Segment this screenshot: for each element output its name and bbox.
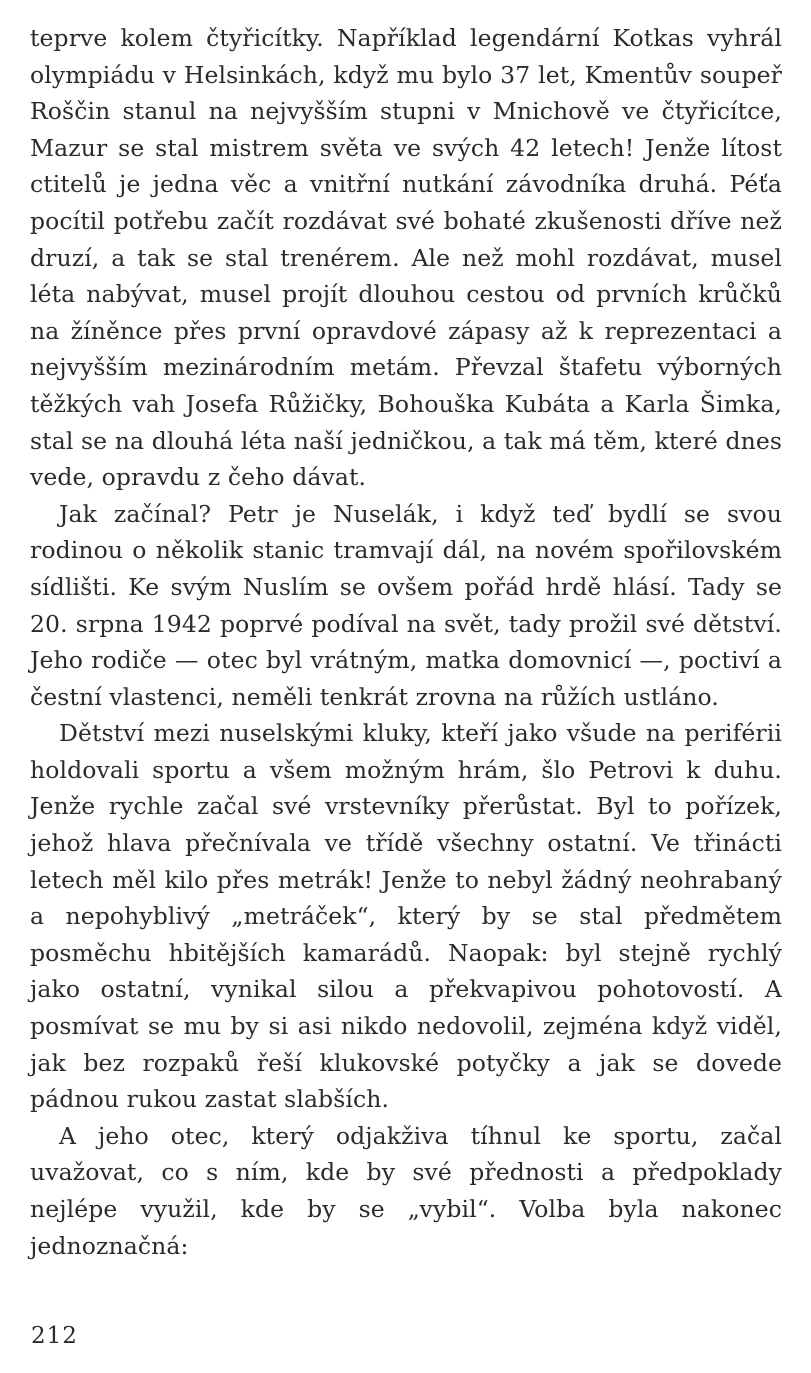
paragraph-2: Jak začínal? Petr je Nuselák, i když teď bydlí se svou rodinou o několik stanic tramvají dál, na novém spořilovském sídlišti. Ke svým Nuslím se ovšem pořád hrdě hlásí. Tady se 20. srpna 1942 poprvé podíval na svět, tady prožil své dětství. Jeho rodiče — otec byl vrátným, matka domovnicí —, poctiví a čestní vlastenci, neměli tenkrát zrovna na růžích ustláno. xyxy=(30,499,782,711)
page-number: 212 xyxy=(31,1323,78,1349)
body-text xyxy=(30,20,782,1264)
paragraph-4: A jeho otec, který odjakživa tíhnul ke sportu, začal uvažovat, co s ním, kde by své přednosti a předpoklady nejlépe využil, kde by se „vybil“. Volba byla nakonec jednoznačná: xyxy=(30,1121,782,1260)
paragraph-3: Dětství mezi nuselskými kluky, kteří jako všude na periférii holdovali sportu a všem možným hrám, šlo Petrovi k duhu. Jenže rychle začal své vrstevníky přerůstat. Byl to pořízek, jehož hlava přečnívala ve třídě všechny ostatní. Ve třinácti letech měl kilo přes metrák! Jenže to nebyl žádný neohrabaný a nepohyblivý „metráček“, který by se stal předmětem posměchu hbitějších kamarádů. Naopak: byl stejně rychlý jako ostatní, vynikal silou a překvapivou pohotovostí. A posmívat se mu by si asi nikdo nedovolil, zejména když viděl, jak bez rozpaků řeší klukovské potyčky a jak se dovede pádnou rukou zastat slabších. xyxy=(30,719,782,1114)
paragraph-1: teprve kolem čtyřicítky. Například legendární Kotkas vyhrál olympiádu v Helsinkách, když mu bylo 37 let, Kmentův soupeř Roščin stanul na nejvyšším stupni v Mnichově ve čtyřicítce, Mazur se stal mistrem světa ve svých 42 letech! Jenže lítost ctitelů je jedna věc a vnitřní nutkání závodníka druhá. Péťa pocítil potřebu začít rozdávat své bohaté zkušenosti dříve než druzí, a tak se stal trenérem. Ale než mohl rozdávat, musel léta nabývat, musel projít dlouhou cestou od prvních krůčků na žíněnce přes první opravdové zápasy až k reprezentaci a nejvyšším mezinárodním metám. Převzal štafetu výborných těžkých vah Josefa Růžičky, Bohouška Kubáta a Karla Šimka, stal se na dlouhá léta naší jedničkou, a tak má těm, které dnes vede, opravdu z čeho dávat. xyxy=(30,24,782,492)
